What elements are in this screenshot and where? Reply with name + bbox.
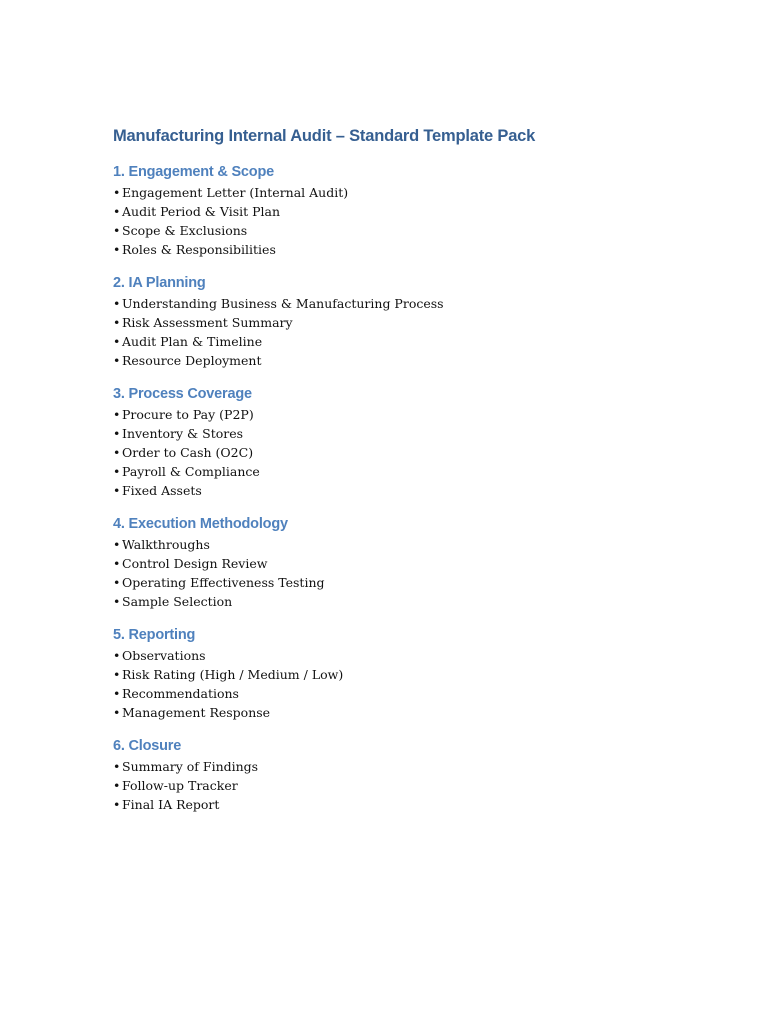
bullet-list [113,405,733,500]
bullet-list [113,757,733,814]
list-item-text: Follow-up Tracker [122,778,238,793]
list-item-text: Roles & Responsibilities [122,242,276,257]
bullet-icon: • [113,556,121,571]
bullet-list [113,535,733,611]
bullet-icon: • [113,242,121,257]
list-item-text: Understanding Business & Manufacturing Process [122,296,444,311]
list-item-text: Observations [122,648,206,663]
bullet-icon: • [113,759,121,774]
bullet-icon: • [113,667,121,682]
bullet-icon: • [113,594,121,609]
bullet-icon: • [113,315,121,330]
bullet-icon: • [113,185,121,200]
list-item-text: Audit Plan & Timeline [122,334,263,349]
bullet-icon: • [113,426,121,441]
section-heading: 4. Execution Methodology [113,516,288,532]
list-item-text: Resource Deployment [122,353,262,368]
list-item-text: Walkthroughs [122,537,210,552]
section-heading: 5. Reporting [113,627,196,643]
section-heading: 6. Closure [113,738,182,754]
bullet-list [113,294,733,370]
list-item-text: Risk Assessment Summary [122,315,293,330]
list-item [113,795,733,814]
list-item [113,221,733,240]
bullet-icon: • [113,445,121,460]
section-closure [113,735,733,814]
section-engagement-scope [113,161,733,259]
section-heading: 2. IA Planning [113,275,206,291]
list-item [113,481,733,500]
list-item [113,776,733,795]
list-item-text: Order to Cash (O2C) [122,445,254,460]
section-process-coverage [113,383,733,500]
list-item [113,183,733,202]
bullet-icon: • [113,353,121,368]
bullet-icon: • [113,686,121,701]
list-item [113,202,733,221]
section-reporting [113,624,733,722]
list-item [113,592,733,611]
bullet-icon: • [113,648,121,663]
list-item-text: Procure to Pay (P2P) [122,407,254,422]
list-item-text: Engagement Letter (Internal Audit) [122,185,349,200]
bullet-icon: • [113,797,121,812]
bullet-icon: • [113,296,121,311]
list-item-text: Recommendations [122,686,239,701]
section-heading: 3. Process Coverage [113,386,252,402]
section-execution-methodology [113,513,733,611]
list-item-text: Risk Rating (High / Medium / Low) [122,667,344,682]
bullet-icon: • [113,537,121,552]
bullet-icon: • [113,778,121,793]
list-item [113,535,733,554]
list-item [113,313,733,332]
document-title: Manufacturing Internal Audit – Standard Template Pack [113,127,536,145]
list-item [113,554,733,573]
list-item [113,665,733,684]
list-item-text: Inventory & Stores [122,426,244,441]
list-item [113,294,733,313]
bullet-icon: • [113,483,121,498]
list-item [113,573,733,592]
list-item-text: Control Design Review [122,556,268,571]
document-page [113,124,733,814]
list-item-text: Final IA Report [122,797,220,812]
bullet-icon: • [113,407,121,422]
section-ia-planning [113,272,733,370]
list-item [113,332,733,351]
list-item [113,405,733,424]
list-item-text: Summary of Findings [122,759,259,774]
bullet-list [113,646,733,722]
bullet-icon: • [113,575,121,590]
list-item-text: Audit Period & Visit Plan [122,204,281,219]
list-item-text: Payroll & Compliance [122,464,260,479]
bullet-list [113,183,733,259]
bullet-icon: • [113,223,121,238]
list-item [113,684,733,703]
bullet-icon: • [113,334,121,349]
bullet-icon: • [113,705,121,720]
section-heading: 1. Engagement & Scope [113,164,274,180]
list-item [113,424,733,443]
list-item [113,351,733,370]
list-item-text: Scope & Exclusions [122,223,248,238]
list-item [113,443,733,462]
list-item [113,462,733,481]
bullet-icon: • [113,464,121,479]
list-item-text: Sample Selection [122,594,233,609]
list-item-text: Management Response [122,705,271,720]
list-item [113,240,733,259]
list-item [113,757,733,776]
list-item-text: Fixed Assets [122,483,202,498]
list-item [113,646,733,665]
list-item [113,703,733,722]
list-item-text: Operating Effectiveness Testing [122,575,325,590]
bullet-icon: • [113,204,121,219]
